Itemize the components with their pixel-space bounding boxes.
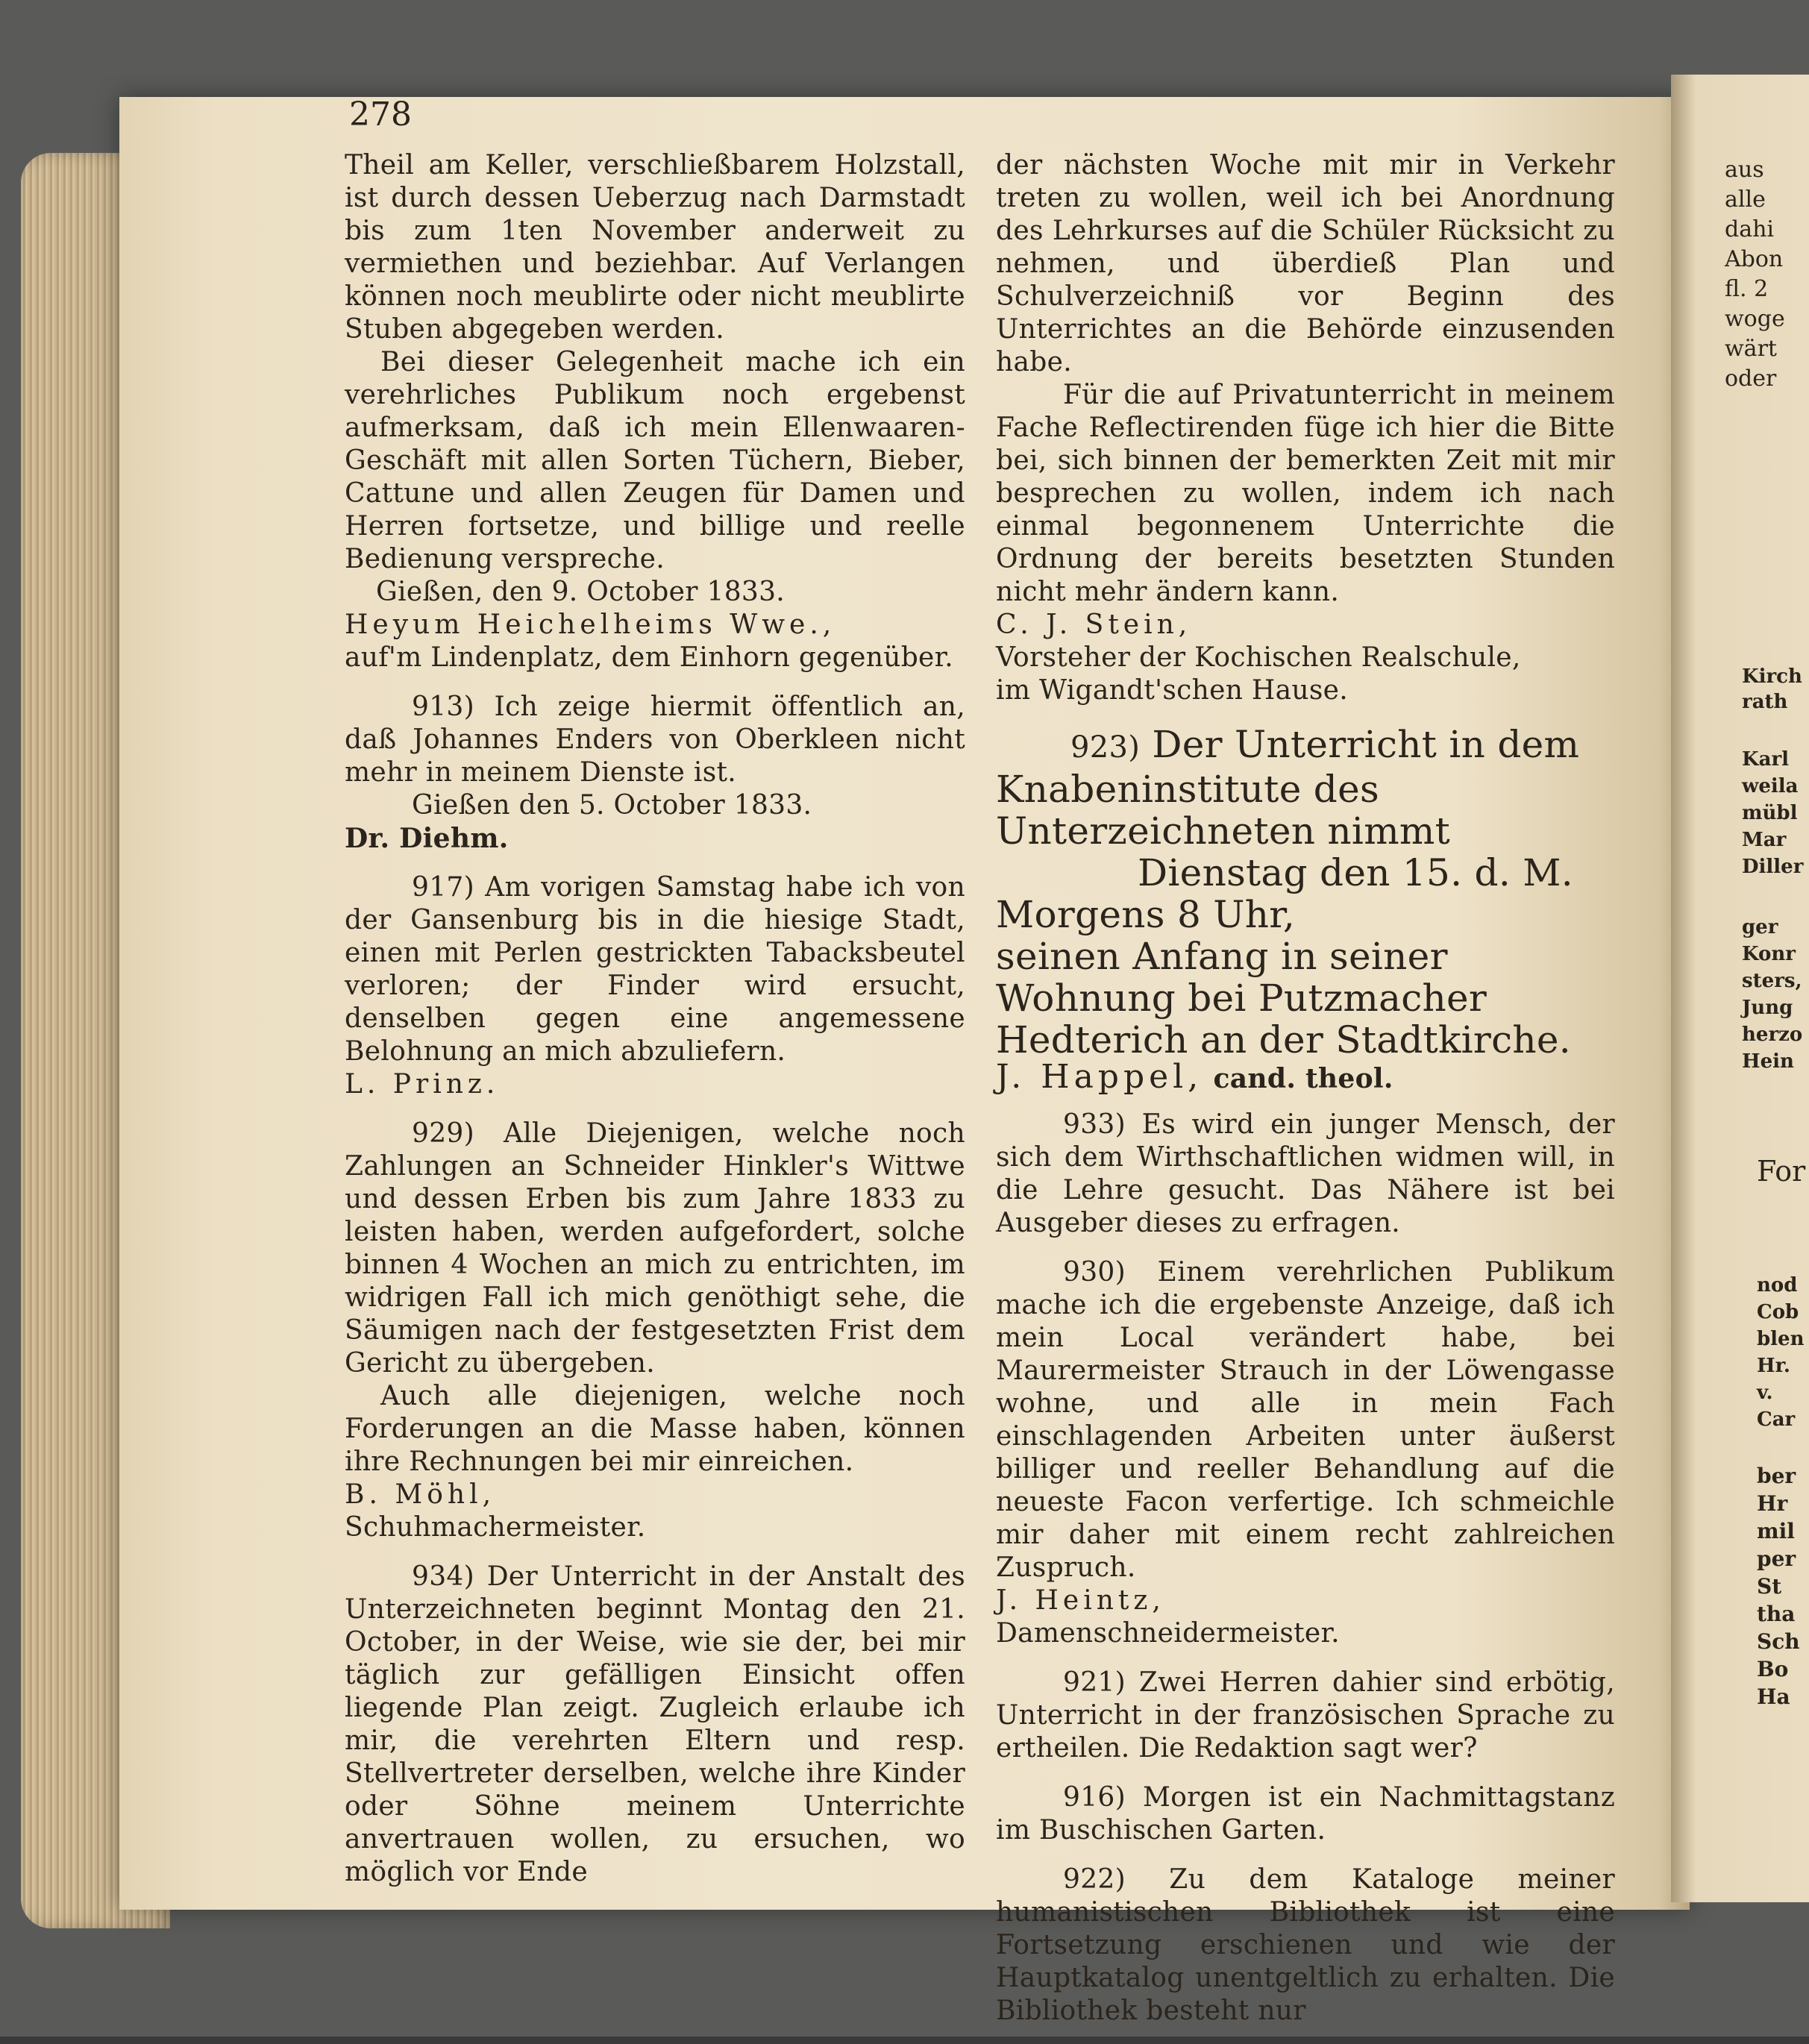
notice-text: Auch alle diejenigen, welche noch Forderungen an die Masse haben, können ihre Rechnungen bei mir einreichen.: [345, 1381, 965, 1477]
notice-text: Für die auf Privatunterricht in meinem Fache Reflectirenden füge ich hier die Bitte bei, sich binnen der bemerkten Zeit mit mir besprechen zu wollen, indem ich nach einmal begonnenem Unterrichte die Ordnung der bereits besetzten Stunden nicht mehr ändern kann.: [996, 380, 1615, 607]
notice-916: [996, 1781, 1615, 1847]
page-number: 278: [349, 95, 412, 134]
notice-text: Einem verehrlichen Publikum mache ich die ergebenste Anzeige, daß ich mein Local verändert habe, bei Maurermeister Strauch in der Löwengasse wohne, und alle in mein Fach einschlagenden Arbeiten unter äußerst billiger und reeller Behandlung auf die neueste Facon verfertige. Ich schmeichle mir daher mit einem recht zahlreichen Zuspruch.: [996, 1257, 1615, 1583]
notice-text: Der Unterricht in der Anstalt des Unterzeichneten beginnt Montag den 21. October, in der Weise, wie sie der, bei mir täglich zur gefälligen Einsicht offen liegende Plan zeigt. Zugleich erlaube ich mir, die verehrten Eltern und resp. Stellvertreter derselben, welche ihre Kinder oder Söhne meinem Unterrichte anvertrauen wollen, zu ersuchen, wo möglich vor Ende: [345, 1561, 965, 1887]
notice-number: 923): [1070, 730, 1141, 765]
fragment-line: Konr: [1742, 943, 1796, 965]
fragment-line: sters,: [1742, 970, 1802, 992]
fragment-line: For: [1757, 1155, 1806, 1188]
notice-933: [996, 1109, 1615, 1240]
right-column: [996, 149, 1615, 2044]
adjacent-page: [1671, 75, 1809, 1902]
notice-signature: L. Prinz.: [345, 1069, 500, 1100]
notice-913: [345, 691, 965, 855]
notice-number: 913): [412, 692, 474, 722]
notice-signature-title: Vorsteher der Kochischen Realschule,: [996, 642, 1521, 673]
fragment-line: Diller: [1742, 856, 1804, 878]
fragment-line: Cob: [1757, 1301, 1799, 1323]
notice-signature-title: Schuhmachermeister.: [345, 1512, 646, 1543]
notice-signature: J. Happel,: [996, 1058, 1203, 1096]
notice-number: 921): [1063, 1667, 1126, 1698]
notice-number: 916): [1063, 1782, 1126, 1813]
fragment-line: herzo: [1742, 1023, 1803, 1046]
fragment-line: fl. 2: [1725, 276, 1769, 302]
fragment-line: Hr: [1757, 1491, 1788, 1516]
fragment-line: Hr.: [1757, 1355, 1790, 1377]
fragment-line: nod: [1757, 1274, 1798, 1297]
fragment-line: oder: [1725, 366, 1777, 392]
notice-text: der nächsten Woche mit mir in Verkehr treten zu wollen, weil ich bei Anordnung des Lehrkurses auf die Schüler Rücksicht zu nehmen, und überdieß Plan und Schulverzeichniß vor Beginn des Unterrichtes an die Behörde einzusenden habe.: [996, 150, 1615, 377]
notice-text: Alle Diejenigen, welche noch Zahlungen an Schneider Hinkler's Wittwe und dessen Erben bis zum Jahre 1833 zu leisten haben, werden aufgefordert, solche binnen 4 Wochen an mich zu entrichten, im widrigen Fall ich mich genöthigt sehe, die Säumigen nach der festgesetzten Frist dem Gericht zu übergeben.: [345, 1118, 965, 1379]
notice-signature: J. Heintz,: [996, 1585, 1165, 1616]
fragment-group: [1742, 746, 1803, 880]
fragment-line: rath: [1742, 691, 1788, 713]
notice-place-date: Gießen den 5. October 1833.: [412, 790, 812, 821]
notice-921: [996, 1667, 1615, 1765]
notice-text: Ich zeige hiermit öffentlich an, daß Johannes Enders von Oberkleen nicht mehr in meinem Dienste ist.: [345, 692, 965, 788]
fragment-line: Abon: [1725, 246, 1784, 272]
notice-headline: Dienstag den 15. d. M. Morgens 8 Uhr,: [996, 851, 1573, 936]
notice-continued: [345, 149, 965, 674]
notice-number: 930): [1063, 1257, 1126, 1288]
fragment-line: mübl: [1742, 802, 1798, 824]
fragment-group: [1742, 914, 1802, 1075]
notice-signature-address: auf'm Lindenplatz, dem Einhorn gegenüber.: [345, 642, 953, 673]
fragment-line: aus: [1725, 157, 1764, 183]
fragment-line: ber: [1757, 1464, 1796, 1488]
fragment-line: Ha: [1757, 1684, 1790, 1709]
notice-text: Am vorigen Samstag habe ich von der Gansenburg bis in die hiesige Stadt, einen mit Perlen gestrickten Tabacksbeutel verloren; der Finder wird ersucht, denselben gegen eine angemessene Belohnung an mich abzuliefern.: [345, 872, 965, 1067]
notice-signature: Heyum Heichelheims Wwe.,: [345, 609, 836, 640]
notice-929: [345, 1117, 965, 1544]
notice-headline: Der Unterricht in dem Knabeninstitute des Unterzeichneten nimmt: [996, 723, 1580, 853]
fragment-line: per: [1757, 1546, 1796, 1571]
fragment-line: alle: [1725, 186, 1766, 213]
fragment-line: blen: [1757, 1328, 1805, 1350]
fragment-line: Sch: [1757, 1629, 1800, 1654]
fragment-line: tha: [1757, 1602, 1796, 1626]
notice-signature: Dr. Diehm.: [345, 823, 509, 854]
notice-number: 934): [412, 1561, 474, 1592]
notice-text: Zu dem Kataloge meiner humanistischen Bibliothek ist eine Fortsetzung erschienen und wie der Hauptkatalog unentgeltlich zu erhalten. Die Bibliothek besteht nur: [996, 1864, 1615, 2026]
notice-text: Zwei Herren dahier sind erbötig, Unterricht in der französischen Sprache zu ertheilen. Die Redaktion sagt wer?: [996, 1667, 1615, 1764]
fragment-line: mil: [1757, 1519, 1795, 1543]
notice-signature-address: im Wigandt'schen Hause.: [996, 675, 1348, 706]
notice-signature-suffix: cand. theol.: [1213, 1063, 1393, 1094]
notice-text: Es wird ein junger Mensch, der sich dem Wirthschaftlichen widmen will, in die Lehre gesucht. Das Nähere ist bei Ausgeber dieses zu erfragen.: [996, 1109, 1615, 1238]
notice-text: Theil am Keller, verschließbarem Holzstall, ist durch dessen Ueberzug nach Darmstadt bis zum 1ten November anderweit zu vermiethen und beziehbar. Auf Verlangen können noch meublirte oder nicht meublirte Stuben abgegeben werden.: [345, 150, 965, 345]
fragment-group: [1757, 1462, 1800, 1711]
fragment-line: Kirch: [1742, 665, 1802, 688]
notice-headline: seinen Anfang in seiner Wohnung bei Putzmacher Hedterich an der Stadtkirche.: [996, 935, 1572, 1062]
notice-930: [996, 1256, 1615, 1650]
fragment-line: Car: [1757, 1408, 1796, 1431]
fragment-group: [1742, 664, 1802, 715]
notice-text: Bei dieser Gelegenheit mache ich ein verehrliches Publikum noch ergebenst aufmerksam, daß ich mein Ellenwaaren-Geschäft mit allen Sorten Tüchern, Bieber, Cattune und allen Zeugen für Damen und Herren fortsetze, und billige und reelle Bedienung verspreche.: [345, 347, 965, 574]
notice-text: Morgen ist ein Nachmittagstanz im Buschischen Garten.: [996, 1782, 1615, 1846]
notice-number: 929): [412, 1118, 474, 1149]
notice-place-date: Gießen, den 9. October 1833.: [376, 577, 786, 607]
fragment-group: [1757, 1272, 1805, 1433]
notice-917: [345, 871, 965, 1101]
notice-934: [345, 1561, 965, 1889]
notice-signature: C. J. Stein,: [996, 609, 1192, 640]
fragment-line: Jung: [1742, 997, 1793, 1019]
fragment-line: St: [1757, 1574, 1782, 1599]
fragment-line: ger: [1742, 916, 1778, 938]
notice-922: [996, 1863, 1615, 2028]
left-column: [345, 149, 965, 1905]
fragment-line: wärt: [1725, 336, 1777, 362]
notice-signature-title: Damenschneidermeister.: [996, 1618, 1340, 1649]
fragment-line: weila: [1742, 775, 1799, 797]
notice-923: [996, 724, 1615, 1095]
fragment-line: dahi: [1725, 216, 1775, 242]
fragment-line: woge: [1725, 306, 1785, 332]
fragment-group: [1725, 155, 1785, 394]
notice-number: 917): [412, 872, 474, 903]
fragment-line: Bo: [1757, 1657, 1789, 1681]
notice-number: 933): [1063, 1109, 1126, 1140]
notice-signature: B. Möhl,: [345, 1479, 496, 1510]
fragment-line: Hein: [1742, 1050, 1794, 1073]
fragment-line: Mar: [1742, 829, 1787, 851]
notice-number: 922): [1063, 1864, 1126, 1895]
notice-934-continued: [996, 149, 1615, 707]
fragment-line: v.: [1757, 1382, 1773, 1404]
fragment-line: Karl: [1742, 748, 1790, 771]
